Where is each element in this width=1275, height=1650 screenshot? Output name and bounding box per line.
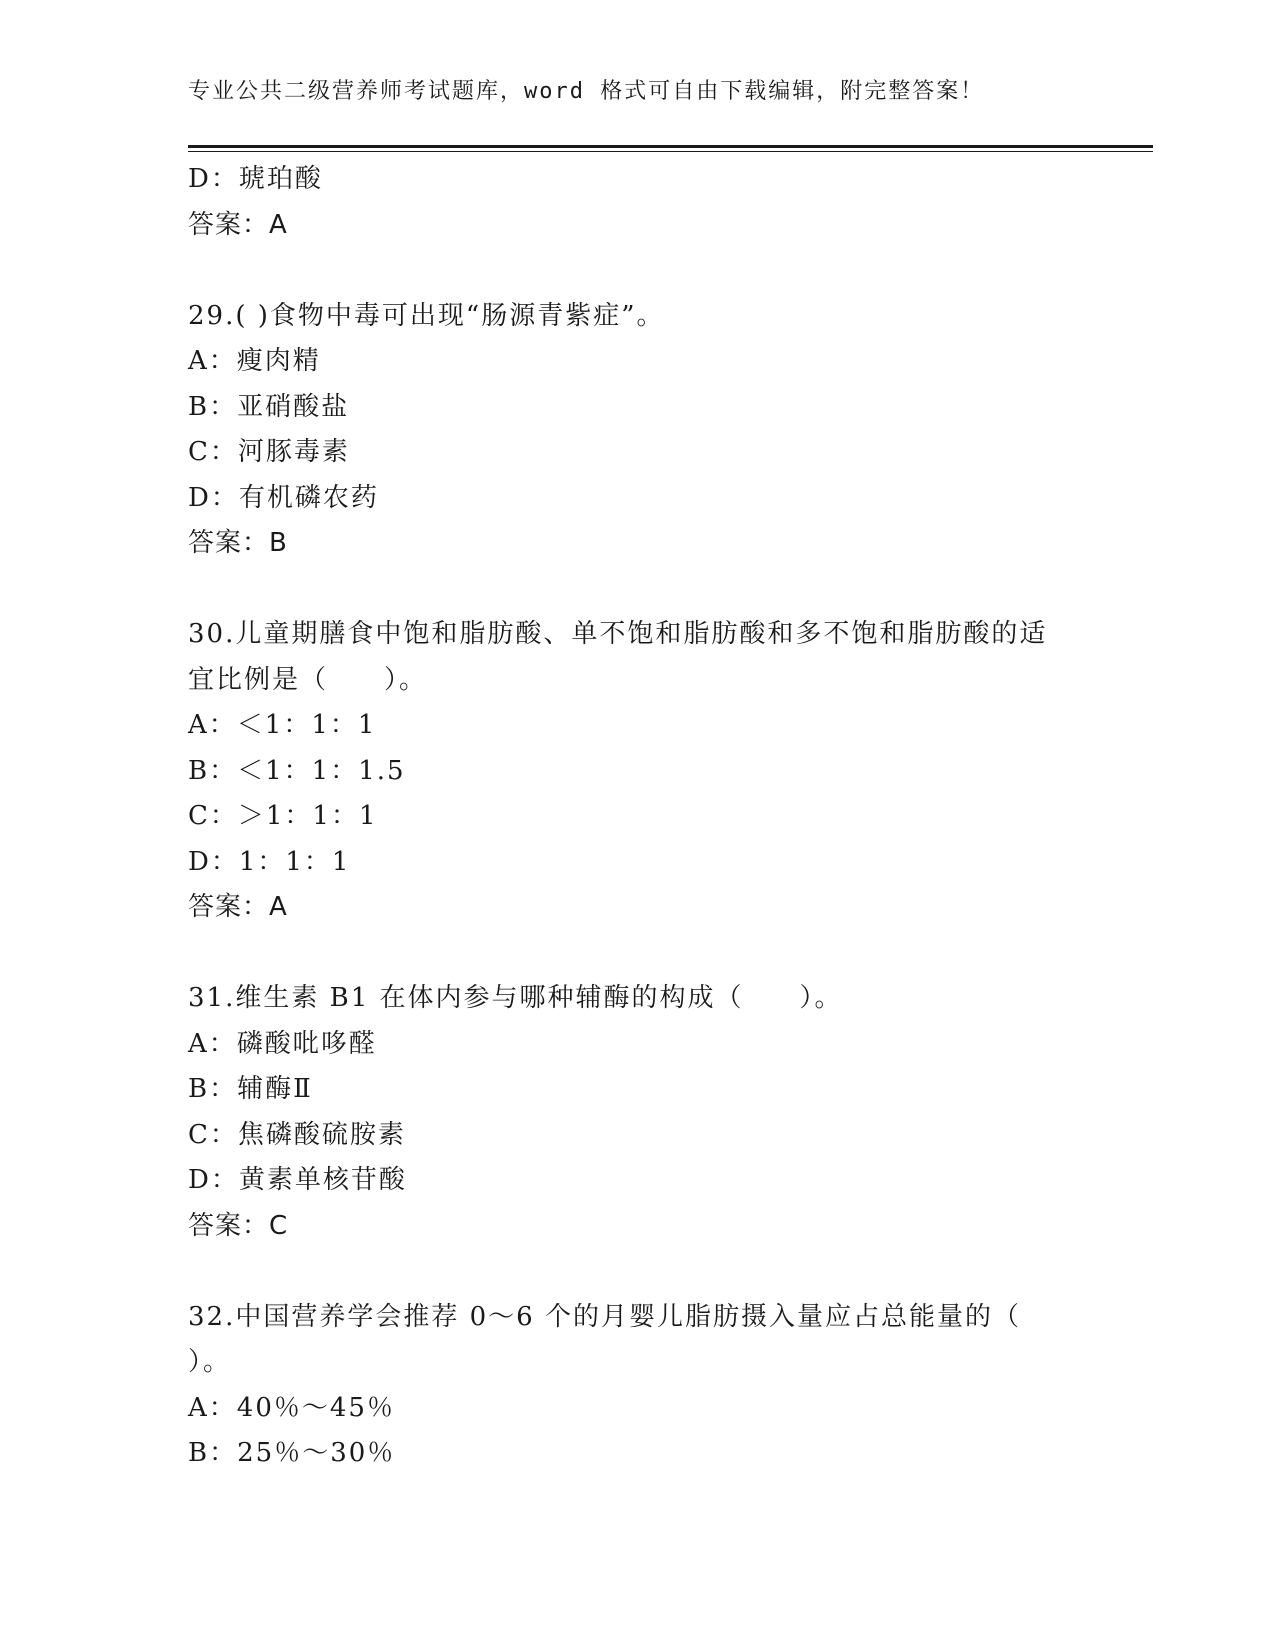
question-31 bbox=[188, 976, 1088, 1249]
option-b: B：亚硝酸盐 bbox=[188, 391, 350, 422]
header-rule-thick bbox=[188, 145, 1153, 148]
option-d: D：黄素单核苷酸 bbox=[188, 1165, 407, 1195]
option-c: C：河豚毒素 bbox=[188, 437, 350, 467]
option-c: C：焦磷酸硫胺素 bbox=[188, 1119, 406, 1150]
question-stem: 31.维生素 B1 在体内参与哪种辅酶的构成（ ）。 bbox=[188, 983, 843, 1013]
page-header: 专业公共二级营养师考试题库，word 格式可自由下载编辑，附完整答案！ bbox=[188, 79, 985, 104]
option-c: C：＞1：1：1 bbox=[188, 801, 378, 831]
spacer bbox=[188, 931, 1088, 977]
spacer bbox=[188, 1249, 1088, 1295]
answer: 答案：A bbox=[188, 209, 288, 240]
question-32 bbox=[188, 1295, 1088, 1477]
question-stem-continued: ）。 bbox=[188, 1347, 232, 1377]
question-stem-continued: 宜比例是（ ）。 bbox=[188, 664, 428, 695]
option-b: B：＜1：1：1.5 bbox=[188, 755, 406, 786]
question-list bbox=[188, 157, 1088, 1477]
spacer bbox=[188, 567, 1088, 613]
option-d: D：有机磷农药 bbox=[188, 482, 379, 513]
option-a: A：＜1：1：1 bbox=[188, 710, 377, 740]
answer: 答案：A bbox=[188, 892, 288, 922]
answer: 答案：B bbox=[188, 528, 288, 558]
option-b: B：25％～30％ bbox=[188, 1438, 396, 1468]
option-a: A：40％～45％ bbox=[188, 1392, 395, 1423]
option-b: B：辅酶Ⅱ bbox=[188, 1074, 313, 1104]
spacer bbox=[188, 248, 1088, 294]
answer: 答案：C bbox=[188, 1210, 289, 1241]
question-stem: 32.中国营养学会推荐 0～6 个的月婴儿脂肪摄入量应占总能量的（ bbox=[188, 1301, 1021, 1332]
question-stem: 29.( )食物中毒可出现“肠源青紫症”。 bbox=[188, 300, 665, 331]
option-d: D：琥珀酸 bbox=[188, 164, 323, 194]
option-a: A：瘦肉精 bbox=[188, 346, 321, 376]
option-a: A：磷酸吡哆醛 bbox=[188, 1028, 377, 1059]
question-stem: 30.儿童期膳食中饱和脂肪酸、单不饱和脂肪酸和多不饱和脂肪酸的适 bbox=[188, 619, 1048, 649]
header-rule-thin bbox=[188, 151, 1153, 152]
option-d: D：1：1：1 bbox=[188, 846, 351, 877]
question-30 bbox=[188, 612, 1088, 931]
question-29 bbox=[188, 294, 1088, 567]
